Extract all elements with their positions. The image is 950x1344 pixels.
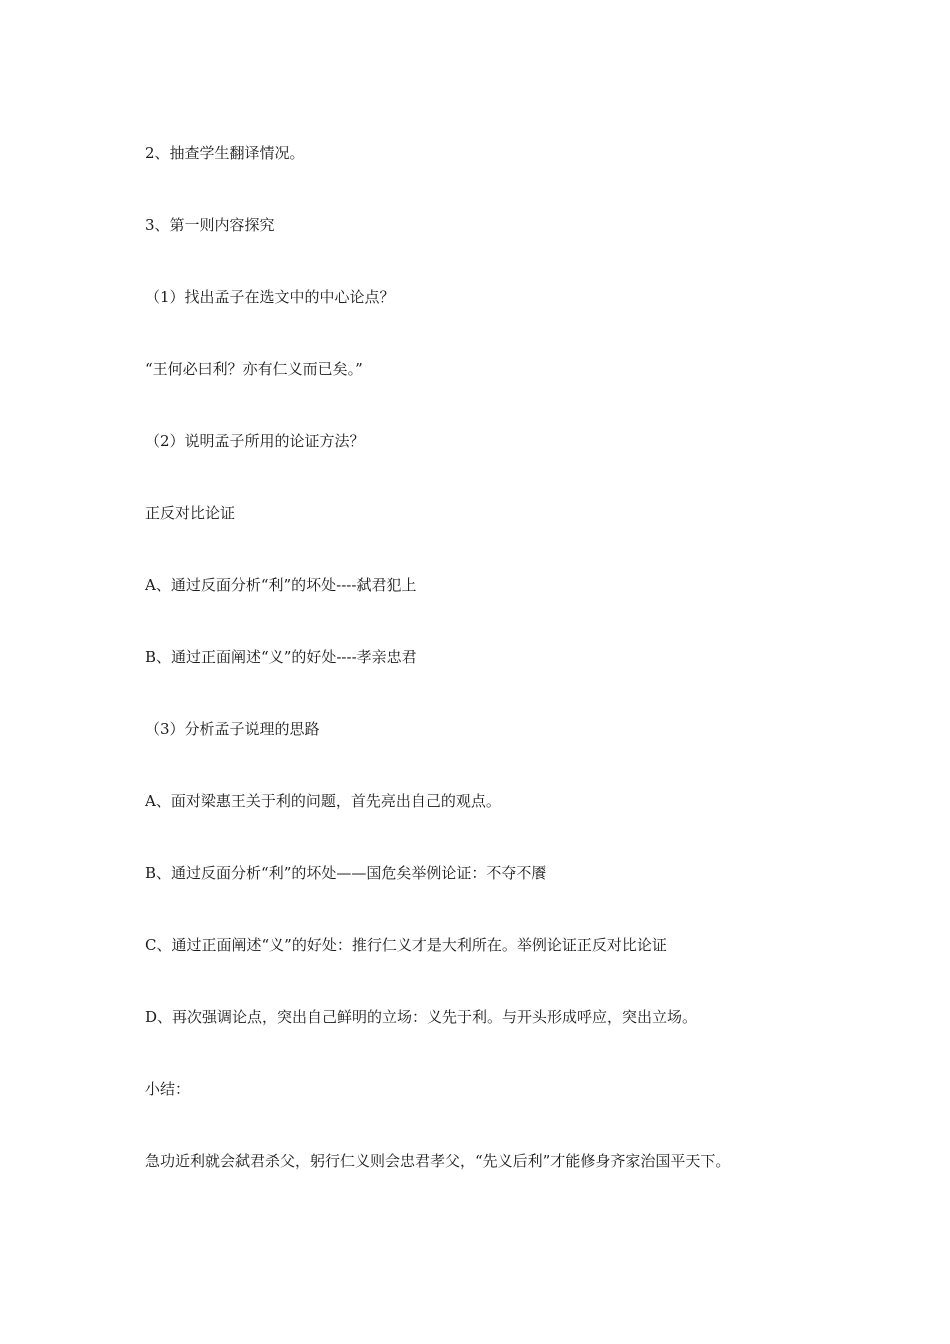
list-item: D、再次强调论点，突出自己鲜明的立场：义先于利。与开头形成呼应，突出立场。 bbox=[145, 1008, 698, 1026]
question-line: （1）找出孟子在选文中的中心论点？ bbox=[145, 288, 395, 306]
question-line: （2）说明孟子所用的论证方法？ bbox=[145, 432, 365, 450]
text-line: 2、抽查学生翻译情况。 bbox=[145, 144, 305, 162]
summary-text: 急功近利就会弑君杀父，躬行仁义则会忠君孝父，“先义后利”才能修身齐家治国平天下。 bbox=[145, 1152, 731, 1170]
section-heading: 3、第一则内容探究 bbox=[145, 216, 275, 234]
list-item: B、通过反面分析“利”的坏处——国危矣举例论证：不夺不餍 bbox=[145, 864, 547, 882]
list-item: A、通过反面分析“利”的坏处----弑君犯上 bbox=[145, 576, 417, 594]
question-line: （3）分析孟子说理的思路 bbox=[145, 720, 320, 738]
quote-line: “王何必曰利？亦有仁义而已矣。” bbox=[145, 360, 363, 378]
summary-heading: 小结： bbox=[145, 1080, 191, 1098]
list-item: C、通过正面阐述“义”的好处：推行仁义才是大利所在。举例论证正反对比论证 bbox=[145, 936, 667, 954]
answer-line: 正反对比论证 bbox=[145, 504, 236, 522]
list-item: B、通过正面阐述“义”的好处----孝亲忠君 bbox=[145, 648, 417, 666]
list-item: A、面对梁惠王关于利的问题，首先亮出自己的观点。 bbox=[145, 792, 501, 810]
